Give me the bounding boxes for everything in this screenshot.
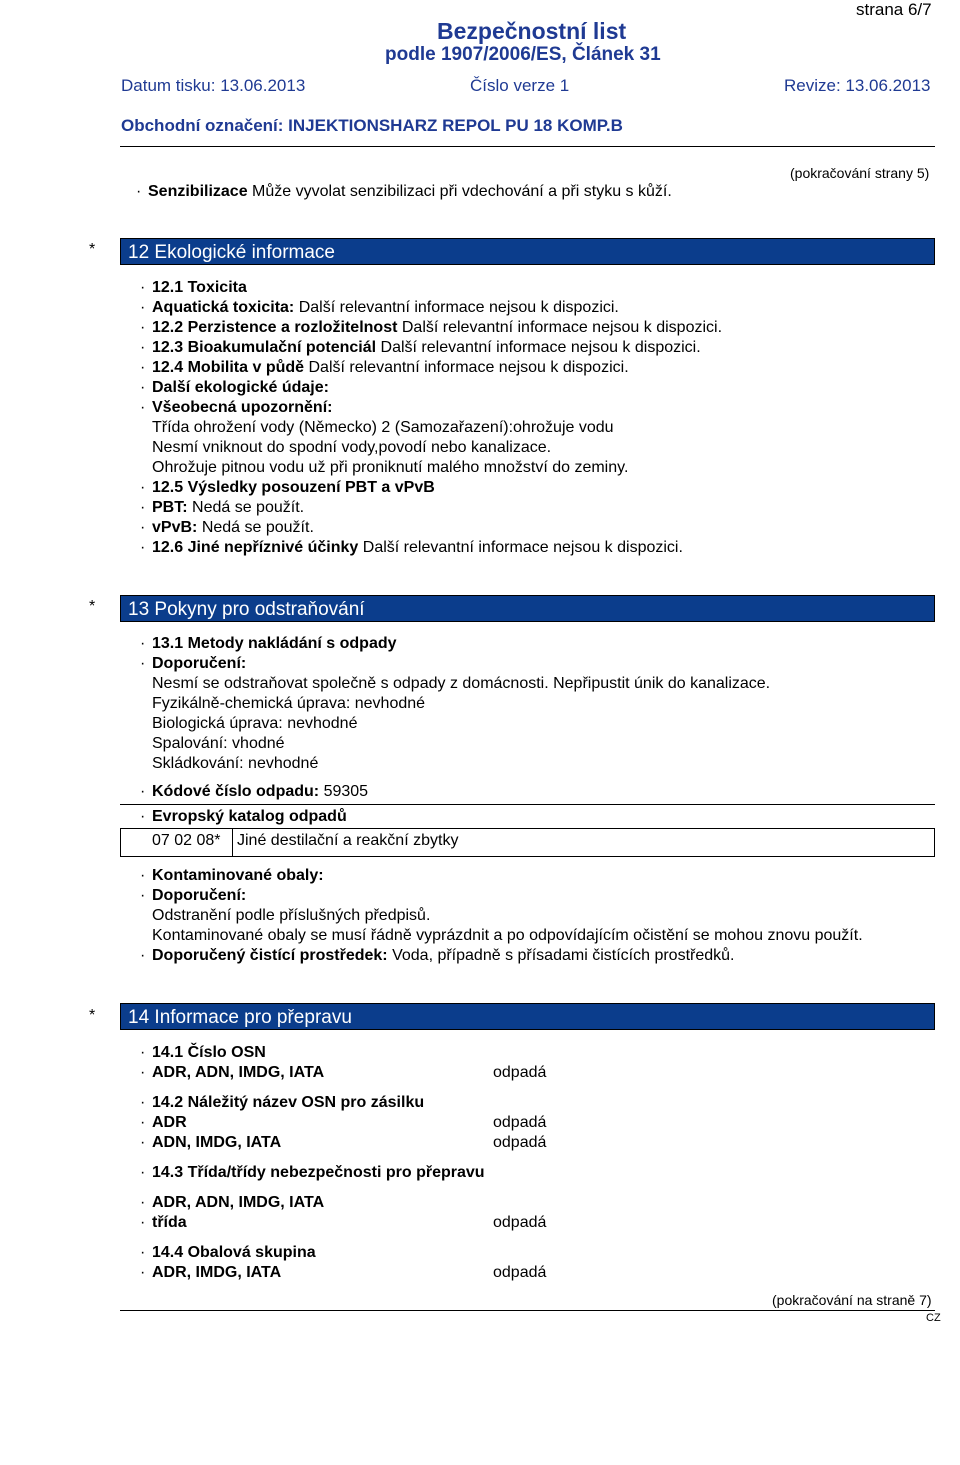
s14-line-5: · ADN, IMDG, IATA [140, 1134, 282, 1151]
s12-other-eco: Další ekologické údaje: [152, 379, 329, 396]
s12-line-6: · Další ekologické údaje: [140, 379, 329, 396]
s14-line-1: · 14.1 Číslo OSN [140, 1044, 266, 1061]
section-14-star: * [89, 1007, 96, 1024]
s14-line-6: · 14.3 Třída/třídy nebezpečnosti pro přepravu [140, 1164, 485, 1181]
sensitization-line: · Senzibilizace Může vyvolat senzibilizaci při vdechování a při styku s kůží. [136, 183, 672, 200]
catalog-code: 07 02 08* [152, 832, 221, 849]
s12-line-3: · 12.2 Perzistence a rozložitelnost Další relevantní informace nejsou k dispozici. [140, 319, 723, 336]
s14-packing-group: 14.4 Obalová skupina [152, 1244, 316, 1261]
s13-physchem: Fyzikálně-chemická úprava: nevhodné [152, 695, 426, 712]
s13-line-13: · Doporučený čistící prostředek: Voda, případně s přísadami čistících prostředků. [140, 947, 735, 964]
s12-line-1: · 12.1 Toxicita [140, 279, 247, 296]
s13-cleaning-agent-label: Doporučený čistící prostředek: [152, 947, 388, 964]
catalog-rule-bottom [120, 856, 935, 857]
s12-toxicity: 12.1 Toxicita [152, 279, 247, 296]
s14-un-modes: ADR, ADN, IMDG, IATA [152, 1064, 325, 1081]
section-12-title: 12 Ekologické informace [128, 242, 335, 263]
catalog-description: Jiné destilační a reakční zbytky [237, 832, 459, 849]
s14-shipping-name: 14.2 Náležitý název OSN pro zásilku [152, 1094, 425, 1111]
s12-vpvb-text: Nedá se použít. [201, 519, 314, 536]
s14-class-value: odpadá [493, 1214, 547, 1231]
s12-vpvb-label: vPvB: [152, 519, 198, 536]
s13-line-2: · Doporučení: [140, 655, 247, 672]
section-14-heading [120, 1003, 935, 1030]
s12-pbt-text: Nedá se použít. [192, 499, 305, 516]
s12-line-13: · vPvB: Nedá se použít. [140, 519, 314, 536]
s12-bioaccumulation-label: 12.3 Bioakumulační potenciál [152, 339, 377, 356]
sensitization-label: Senzibilizace [148, 183, 248, 200]
s12-persistence-text: Další relevantní informace nejsou k dispozici. [401, 319, 723, 336]
s12-water-hazard: Třída ohrožení vody (Německo) 2 (Samozařazení):ohrožuje vodu [152, 419, 614, 436]
s12-mobility-label: 12.4 Mobilita v půdě [152, 359, 305, 376]
s12-persistence-label: 12.2 Perzistence a rozložitelnost [152, 319, 398, 336]
continued-from: (pokračování strany 5) [790, 165, 930, 181]
section-13-heading [120, 595, 935, 622]
s12-line-7: · Všeobecná upozornění: [140, 399, 333, 416]
s14-line-2: · ADR, ADN, IMDG, IATA [140, 1064, 325, 1081]
s13-waste-code-label: Kódové číslo odpadu: [152, 783, 320, 800]
header-rule [120, 146, 935, 147]
catalog-rule-top [120, 804, 935, 805]
s12-aquatic-text: Další relevantní informace nejsou k dispozici. [298, 299, 619, 316]
section-12-star: * [89, 241, 96, 258]
s13-catalog-title: Evropský katalog odpadů [152, 808, 347, 825]
s13-catalog-heading: · Evropský katalog odpadů [140, 808, 347, 825]
s12-other-effects-text: Další relevantní informace nejsou k dispozici. [362, 539, 683, 556]
s14-adn-label: ADN, IMDG, IATA [152, 1134, 282, 1151]
s12-other-effects-label: 12.6 Jiné nepříznivé účinky [152, 539, 359, 556]
s14-packing-modes: ADR, IMDG, IATA [152, 1264, 282, 1281]
document-subtitle: podle 1907/2006/ES, Článek 31 [385, 44, 661, 65]
s12-line-4: · 12.3 Bioakumulační potenciál Další relevantní informace nejsou k dispozici. [140, 339, 701, 356]
s14-adn-value: odpadá [493, 1134, 547, 1151]
s14-line-9: · 14.4 Obalová skupina [140, 1244, 316, 1261]
s13-line-9: · Kontaminované obaly: [140, 867, 324, 884]
section-14-title: 14 Informace pro přepravu [128, 1007, 352, 1028]
s13-cleaning-agent-text: Voda, případně s přísadami čistících prostředků. [392, 947, 735, 964]
s13-waste-code: 59305 [323, 783, 369, 800]
s14-hazard-class: 14.3 Třída/třídy nebezpečnosti pro přepravu [152, 1164, 485, 1181]
s14-un-value: odpadá [493, 1064, 547, 1081]
s13-methods: 13.1 Metody nakládání s odpady [152, 635, 397, 652]
continued-to: (pokračování na straně 7) [772, 1292, 932, 1308]
s13-no-household: Nesmí se odstraňovat společně s odpady z domácnosti. Nepřipustit únik do kanalizace. [152, 675, 771, 692]
revision-date: Revize: 13.06.2013 [784, 76, 931, 95]
s14-line-4: · ADR [140, 1114, 187, 1131]
s13-landfill: Skládkování: nevhodné [152, 755, 319, 772]
footer-rule [120, 1310, 935, 1311]
s14-class-modes: ADR, ADN, IMDG, IATA [152, 1194, 325, 1211]
s12-bioaccumulation-text: Další relevantní informace nejsou k dispozici. [380, 339, 701, 356]
s12-line-5: · 12.4 Mobilita v půdě Další relevantní informace nejsou k dispozici. [140, 359, 629, 376]
s12-line-2: · Aquatická toxicita: Další relevantní informace nejsou k dispozici. [140, 299, 619, 316]
s12-drinking-water: Ohrožuje pitnou vodu už při proniknutí malého množství do zeminy. [152, 459, 629, 476]
s14-line-7: · ADR, ADN, IMDG, IATA [140, 1194, 325, 1211]
s13-packaging-reuse: Kontaminované obaly se musí řádně vyprázdnit a po odpovídajícím očistění se mohou znovu použít. [152, 927, 863, 944]
s12-line-12: · PBT: Nedá se použít. [140, 499, 305, 516]
s13-biological: Biologická úprava: nevhodné [152, 715, 358, 732]
s14-line-10: · ADR, IMDG, IATA [140, 1264, 282, 1281]
sensitization-text: Může vyvolat senzibilizaci při vdechování a při styku s kůží. [252, 183, 672, 200]
s14-class-label: třída [152, 1214, 187, 1231]
s14-line-8: · třída [140, 1214, 187, 1231]
s12-line-14: · 12.6 Jiné nepříznivé účinky Další relevantní informace nejsou k dispozici. [140, 539, 683, 556]
s12-mobility-text: Další relevantní informace nejsou k dispozici. [308, 359, 629, 376]
catalog-left-border [120, 829, 121, 856]
version-number: Číslo verze 1 [470, 76, 570, 95]
s13-line-1: · 13.1 Metody nakládání s odpady [140, 635, 397, 652]
s13-incineration: Spalování: vhodné [152, 735, 285, 752]
s13-line-8: · Kódové číslo odpadu: 59305 [140, 783, 369, 800]
s12-no-groundwater: Nesmí vniknout do spodní vody,povodí nebo kanalizace. [152, 439, 552, 456]
catalog-right-border [934, 829, 935, 856]
s12-pbt-label: PBT: [152, 499, 188, 516]
s13-recommendation-2: Doporučení: [152, 887, 247, 904]
s13-disposal-regs: Odstranění podle příslušných předpisů. [152, 907, 431, 924]
s14-packing-value: odpadá [493, 1264, 547, 1281]
s13-line-10: · Doporučení: [140, 887, 247, 904]
s14-line-3: · 14.2 Náležitý název OSN pro zásilku [140, 1094, 425, 1111]
s12-general-notes: Všeobecná upozornění: [152, 399, 333, 416]
trade-name: Obchodní označení: INJEKTIONSHARZ REPOL PU 18 KOMP.B [121, 116, 623, 135]
section-13-title: 13 Pokyny pro odstraňování [128, 599, 365, 620]
s12-aquatic-label: Aquatická toxicita: [152, 299, 295, 316]
s14-adr-label: ADR [152, 1114, 187, 1131]
s13-recommendation: Doporučení: [152, 655, 247, 672]
s13-contaminated-packaging: Kontaminované obaly: [152, 867, 324, 884]
s12-line-11: · 12.5 Výsledky posouzení PBT a vPvB [140, 479, 435, 496]
section-12-heading [120, 238, 935, 265]
catalog-divider [232, 829, 233, 856]
document-title: Bezpečnostní list [437, 18, 627, 44]
print-date: Datum tisku: 13.06.2013 [121, 76, 306, 95]
waste-catalog-table [120, 829, 935, 856]
section-13-star: * [89, 598, 96, 615]
s14-adr-value: odpadá [493, 1114, 547, 1131]
page-number: strana 6/7 [856, 0, 932, 19]
language-code: CZ [926, 1312, 941, 1324]
s14-un-number: 14.1 Číslo OSN [152, 1044, 266, 1061]
s12-pbt-heading: 12.5 Výsledky posouzení PBT a vPvB [152, 479, 435, 496]
